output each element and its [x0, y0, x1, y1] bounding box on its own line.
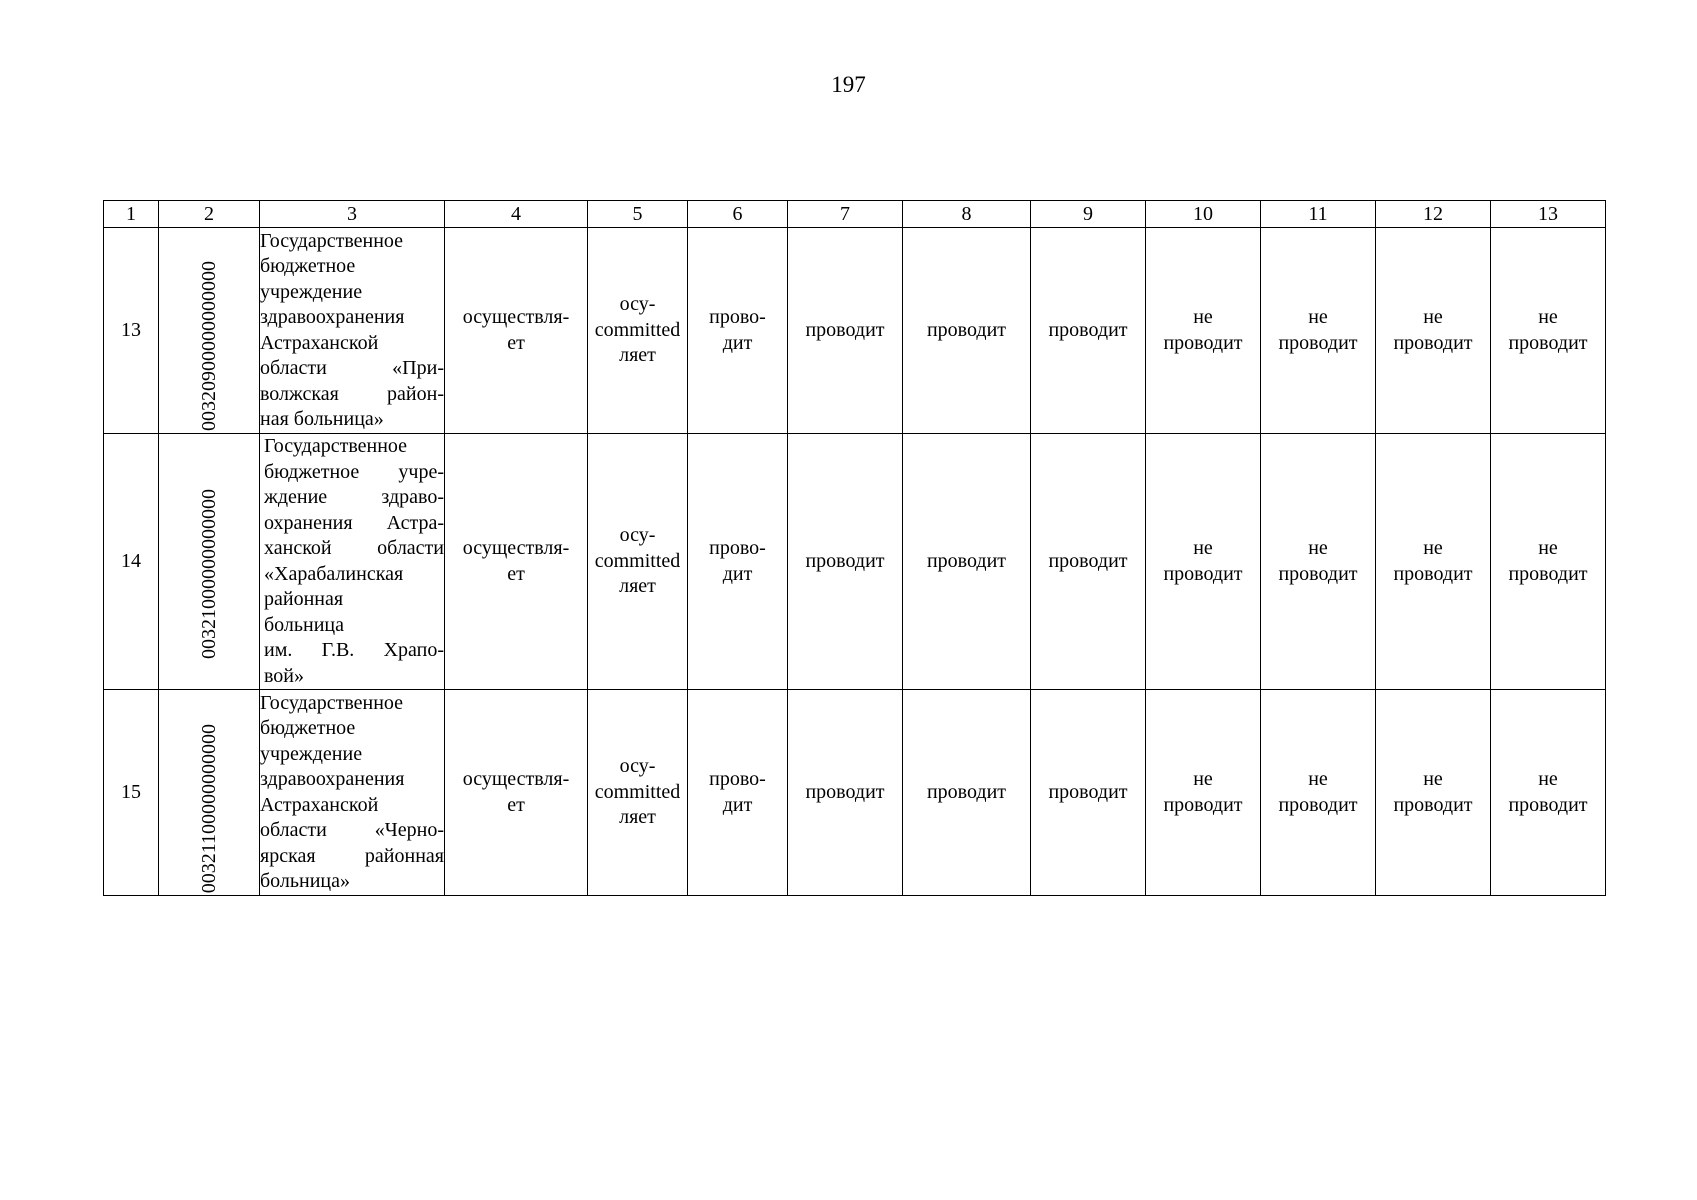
- cell-line: ляет: [619, 806, 656, 829]
- cell-line: проводит: [1278, 331, 1358, 354]
- name-line: Астраханской: [260, 331, 379, 354]
- cell-col-10: [1146, 434, 1261, 690]
- cell-line: дит: [722, 793, 753, 816]
- page-number: 197: [831, 72, 866, 97]
- name-line: им. Г.В. Храпо-: [264, 639, 444, 661]
- cell-col-12: [1376, 690, 1491, 896]
- name-line: Государственное: [260, 229, 404, 252]
- cell-col-12: [1376, 228, 1491, 434]
- name-line: волжская район-: [260, 382, 444, 405]
- cell-line: осуществля-: [462, 768, 570, 790]
- cell-line: не: [1308, 306, 1328, 328]
- name-line: больница»: [260, 870, 350, 892]
- cell-col-12: [1376, 434, 1491, 690]
- institution-name: [260, 690, 445, 896]
- name-line: охранения Астра-: [264, 511, 444, 534]
- row-code-cell: [159, 228, 260, 434]
- row-number: 14: [104, 434, 159, 690]
- cell-col-9: проводит: [1031, 434, 1146, 690]
- cell-col-13: [1491, 228, 1606, 434]
- cell-col-4: [445, 690, 588, 896]
- column-header-9: 9: [1031, 201, 1146, 228]
- name-line: бюджетное: [260, 255, 356, 277]
- cell-line: не: [1423, 537, 1443, 559]
- cell-line: committed: [594, 780, 681, 803]
- cell-line: осу-: [619, 524, 656, 547]
- column-header-5: 5: [588, 201, 688, 228]
- cell-line: дит: [722, 562, 753, 585]
- cell-col-8: проводит: [903, 690, 1031, 896]
- cell-line: не: [1538, 306, 1558, 328]
- row-code-cell: [159, 690, 260, 896]
- cell-line: проводит: [1393, 562, 1473, 585]
- cell-line: прово-: [709, 537, 766, 559]
- cell-col-11: [1261, 434, 1376, 690]
- column-header-3: 3: [260, 201, 445, 228]
- cell-col-6: [688, 690, 788, 896]
- cell-line: дит: [722, 331, 753, 354]
- row-code-cell: [159, 434, 260, 690]
- cell-line: проводит: [1508, 793, 1588, 816]
- cell-line: не: [1308, 768, 1328, 790]
- name-line: больница: [264, 613, 344, 636]
- name-line: Государственное: [260, 691, 404, 714]
- cell-line: осу-: [619, 293, 656, 316]
- cell-col-7: проводит: [788, 690, 903, 896]
- name-line: здравоохранения: [260, 768, 405, 790]
- column-header-11: 11: [1261, 201, 1376, 228]
- name-line: Астраханской: [260, 793, 379, 816]
- cell-col-11: [1261, 228, 1376, 434]
- cell-line: проводит: [1278, 562, 1358, 585]
- column-header-4: 4: [445, 201, 588, 228]
- name-line: здравоохранения: [260, 306, 405, 328]
- cell-col-4: [445, 228, 588, 434]
- cell-line: осуществля-: [462, 306, 570, 328]
- name-line: области «Черно-: [260, 819, 444, 841]
- name-line: бюджетное: [260, 717, 356, 739]
- cell-col-7: проводит: [788, 434, 903, 690]
- cell-line: не: [1193, 306, 1213, 328]
- name-line: Государственное: [264, 435, 408, 457]
- name-line: районная: [264, 588, 344, 610]
- cell-line: не: [1423, 768, 1443, 790]
- cell-line: ет: [507, 793, 525, 816]
- cell-line: прово-: [709, 306, 766, 328]
- column-header-13: 13: [1491, 201, 1606, 228]
- cell-col-7: проводит: [788, 228, 903, 434]
- cell-col-8: проводит: [903, 434, 1031, 690]
- cell-col-9: проводит: [1031, 228, 1146, 434]
- cell-line: не: [1538, 537, 1558, 559]
- cell-col-4: [445, 434, 588, 690]
- cell-col-5: [588, 690, 688, 896]
- cell-line: ляет: [619, 575, 656, 598]
- name-line: вой»: [264, 664, 305, 687]
- name-line: ярская районная: [260, 844, 444, 867]
- cell-line: проводит: [1163, 562, 1243, 585]
- cell-line: проводит: [1393, 793, 1473, 816]
- row-code: 00321100000000000: [198, 723, 220, 893]
- cell-line: прово-: [709, 768, 766, 790]
- row-code: 00320900000000000: [198, 261, 220, 431]
- column-header-2: 2: [159, 201, 260, 228]
- cell-line: проводит: [1278, 793, 1358, 816]
- name-line: ханской области: [264, 537, 444, 559]
- name-line: ждение здраво-: [264, 486, 444, 508]
- cell-line: committed: [594, 318, 681, 341]
- cell-line: не: [1423, 306, 1443, 328]
- cell-col-6: [688, 434, 788, 690]
- row-number: 13: [104, 228, 159, 434]
- cell-col-9: проводит: [1031, 690, 1146, 896]
- column-header-10: 10: [1146, 201, 1261, 228]
- cell-line: проводит: [1163, 331, 1243, 354]
- institution-name: [260, 228, 445, 434]
- name-line: ная больница»: [260, 408, 384, 430]
- column-header-1: 1: [104, 201, 159, 228]
- cell-col-10: [1146, 228, 1261, 434]
- column-header-7: 7: [788, 201, 903, 228]
- cell-line: осу-: [619, 755, 656, 778]
- data-table: [103, 200, 1606, 896]
- cell-line: проводит: [1508, 331, 1588, 354]
- cell-col-11: [1261, 690, 1376, 896]
- header-row: [104, 201, 1606, 228]
- name-line: учреждение: [260, 742, 363, 765]
- cell-line: ет: [507, 331, 525, 354]
- cell-line: проводит: [1163, 793, 1243, 816]
- table-row: [104, 690, 1606, 896]
- cell-line: не: [1538, 768, 1558, 790]
- name-line: бюджетное учре-: [264, 460, 444, 483]
- name-line: учреждение: [260, 280, 363, 303]
- cell-col-5: [588, 228, 688, 434]
- cell-col-8: проводит: [903, 228, 1031, 434]
- cell-col-10: [1146, 690, 1261, 896]
- cell-line: ет: [507, 562, 525, 585]
- cell-line: ляет: [619, 344, 656, 367]
- table-row: [104, 434, 1606, 690]
- cell-line: не: [1193, 768, 1213, 790]
- column-header-12: 12: [1376, 201, 1491, 228]
- institution-name: [260, 434, 445, 690]
- cell-col-13: [1491, 690, 1606, 896]
- cell-line: не: [1193, 537, 1213, 559]
- cell-line: не: [1308, 537, 1328, 559]
- row-code: 00321000000000000: [198, 489, 220, 659]
- column-header-8: 8: [903, 201, 1031, 228]
- cell-col-5: [588, 434, 688, 690]
- table-row: [104, 228, 1606, 434]
- cell-col-6: [688, 228, 788, 434]
- cell-line: осуществля-: [462, 537, 570, 559]
- column-header-6: 6: [688, 201, 788, 228]
- name-line: области «При-: [260, 357, 444, 379]
- row-number: 15: [104, 690, 159, 896]
- cell-line: проводит: [1393, 331, 1473, 354]
- cell-col-13: [1491, 434, 1606, 690]
- cell-line: committed: [594, 549, 681, 572]
- cell-line: проводит: [1508, 562, 1588, 585]
- name-line: «Харабалинская: [264, 562, 404, 585]
